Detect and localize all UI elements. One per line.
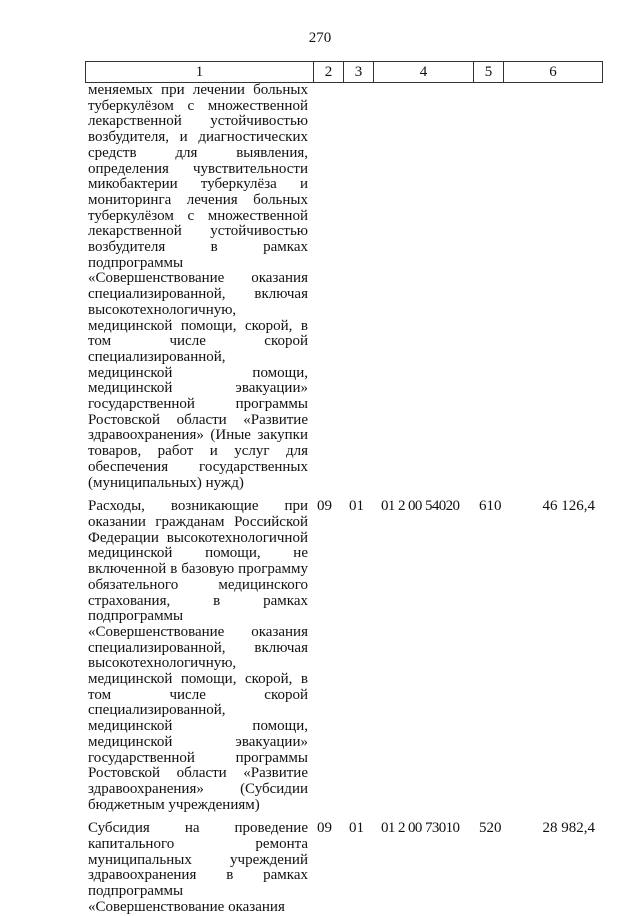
row-amount: 28 982,4 xyxy=(542,820,595,837)
header-col-2: 2 xyxy=(313,62,343,82)
table-row xyxy=(85,821,603,915)
table-header xyxy=(85,61,603,83)
header-col-3: 3 xyxy=(343,62,373,82)
header-col-5: 5 xyxy=(473,62,503,82)
row-description: Расходы, возникающие при оказании гражданам Российской Федерации высокотехнологичной медицинской помощи, не включенной в базовую программу обязательного медицинского страхования, в рамках подпрограммы «Совершенствование оказания специализированной, включая высокотехнологичную, медицинской помощи, скорой, в том числе скорой специализированной, медицинской помощи, медицинской эвакуации» государственной программы Ростовской области «Развитие здравоохранения» (Субсидии бюджетным учреждениям) xyxy=(88,498,308,813)
row-description: меняемых при лечении больных туберкулёзом с множественной лекарственной устойчивостью возбудителя, и диагностических средств для выявления, определения чувствительности микобактерии туберкулёза и мониторинга лечения больных туберкулёзом с множественной лекарственной устойчивостью возбудителя в рамках подпрограммы «Совершенствование оказания специализированной, включая высокотехнологичную, медицинской помощи, скорой, в том числе скорой специализированной, медицинской помощи, медицинской эвакуации» государственной программы Ростовской области «Развитие здравоохранения» (Иные закупки товаров, работ и услуг для обеспечения государственных (муниципальных) нужд) xyxy=(88,82,308,491)
row-target-article: 01 2 00 54020 xyxy=(381,498,460,515)
row-expense-type: 610 xyxy=(479,498,502,515)
row-section: 09 xyxy=(317,498,332,515)
header-col-1: 1 xyxy=(195,64,204,80)
table-row xyxy=(85,499,603,813)
row-target-article: 01 2 00 73010 xyxy=(381,820,460,837)
page-number: 270 xyxy=(308,30,332,46)
table-row xyxy=(85,83,603,491)
table-body xyxy=(85,83,603,916)
row-subsection: 01 xyxy=(349,498,364,515)
row-subsection: 01 xyxy=(349,820,364,837)
header-col-4: 4 xyxy=(373,62,473,82)
row-section: 09 xyxy=(317,820,332,837)
header-col-6: 6 xyxy=(503,62,602,82)
row-expense-type: 520 xyxy=(479,820,502,837)
row-description: Субсидия на проведение капитального ремонта муниципальных учреждений здравоохранения в рамках подпрограммы «Совершенствование оказания xyxy=(88,820,308,915)
row-amount: 46 126,4 xyxy=(542,498,595,515)
